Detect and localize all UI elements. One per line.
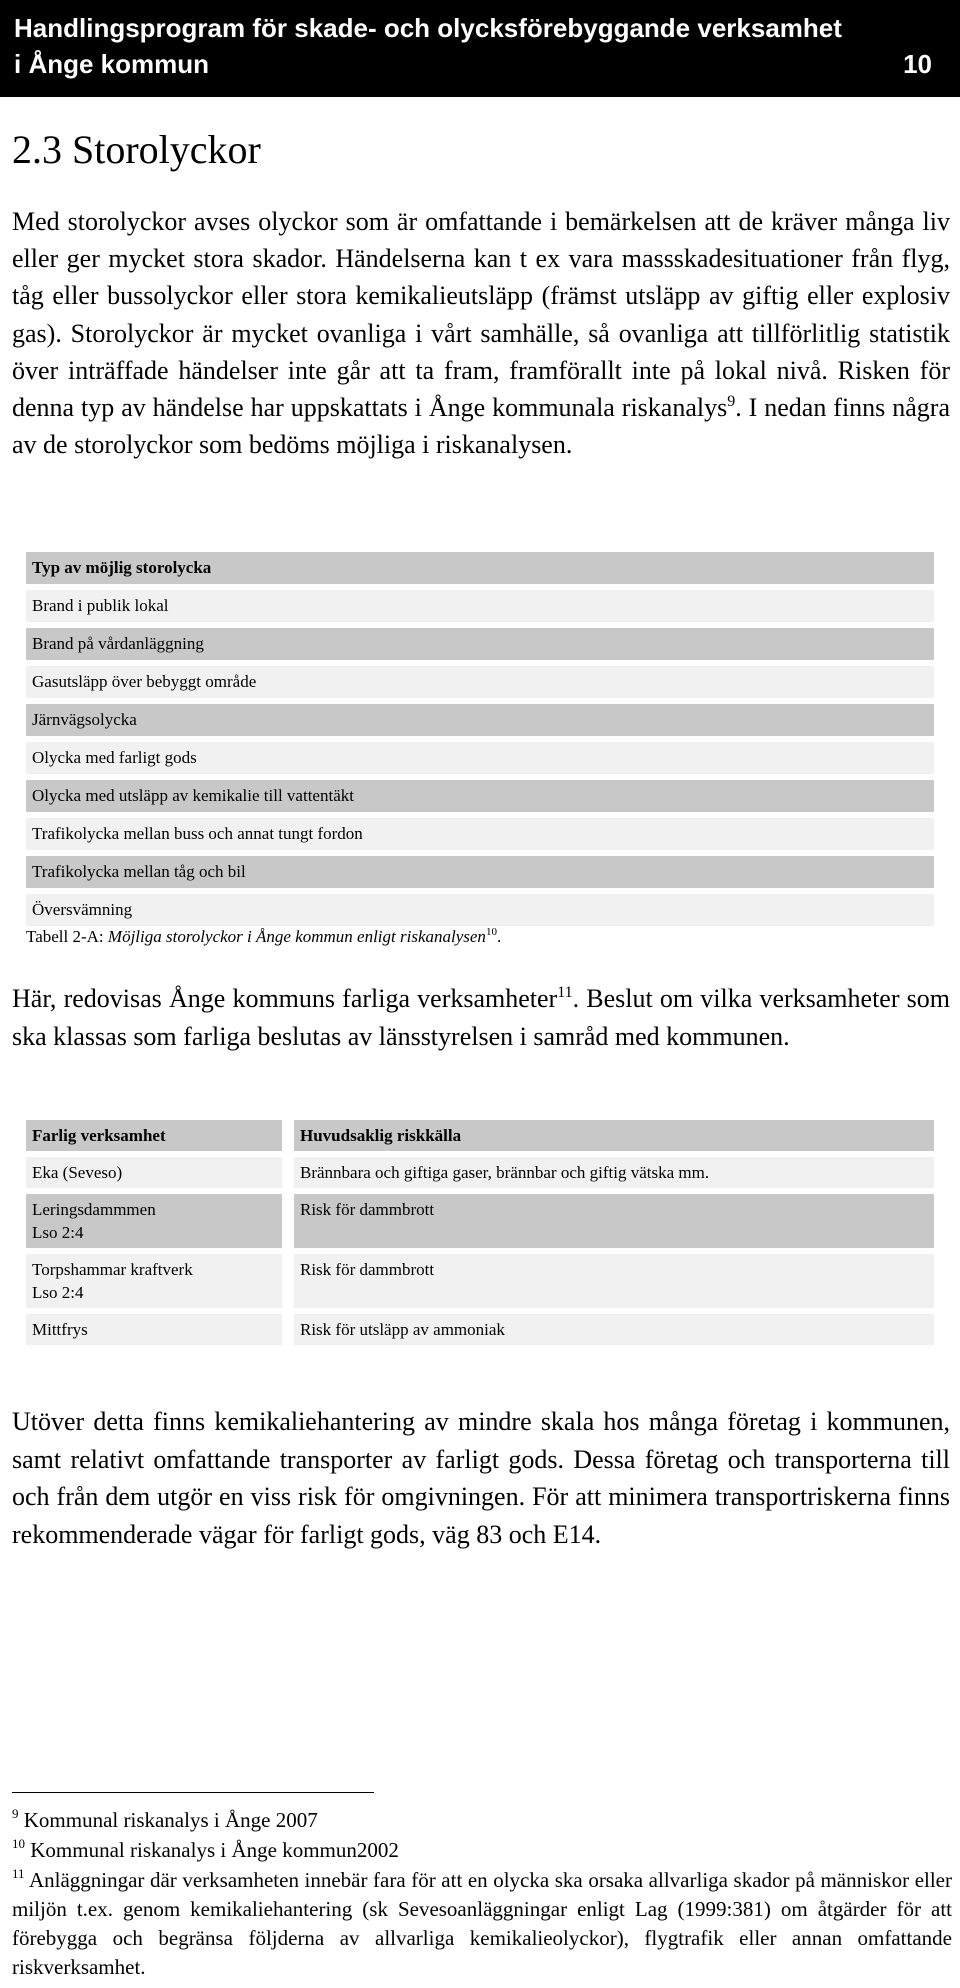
table-row	[26, 1194, 934, 1248]
footnote-text: Kommunal riskanalys i Ånge 2007	[23, 1808, 318, 1832]
table-row: Trafikolycka mellan buss och annat tungt fordon	[26, 818, 934, 850]
page-number: 10	[903, 49, 932, 79]
table-row	[26, 1157, 934, 1188]
table-row: Brand på vårdanläggning	[26, 628, 934, 660]
table-row: Brand i publik lokal	[26, 590, 934, 622]
verksamhet-cell	[26, 1194, 282, 1248]
header-title-line1: Handlingsprogram för skade- och olycksförebyggande verksamhet	[14, 13, 842, 43]
footnote-text: Kommunal riskanalys i Ånge kommun2002	[30, 1838, 399, 1862]
paragraph-kemikaliehantering: Utöver detta finns kemikaliehantering av mindre skala hos många företag i kommunen, samt relativt omfattande transporter av farligt gods. Dessa företag och transporterna till och från dem utgör en viss risk för omgivningen. För att minimera transportriskerna finns rekommenderade vägar för farligt gods, väg 83 och E14.	[12, 1407, 950, 1549]
table-row	[26, 1314, 934, 1345]
paragraph-intro-text-a: Med storolyckor avses olyckor som är omfattande i bemärkelsen att de kräver många liv eller ger mycket stora skador. Händelserna kan t ex vara massskadesituationer från flyg, tåg eller bussolyckor eller stora kemikalieutsläpp (främst utsläpp av giftig eller explosiv gas). Storolyckor är mycket ovanliga i vårt samhälle, så ovanliga att tillförlitlig statistik över inträffade händelser inte går att ta fram, framförallt inte på lokal nivå. Risken för denna typ av händelse har uppskattats i Ånge kommunala riskanalys	[12, 207, 950, 423]
risk-cell: Risk för dammbrott	[294, 1194, 934, 1248]
table-row: Olycka med utsläpp av kemikalie till vattentäkt	[26, 780, 934, 812]
footnote-divider	[12, 1792, 374, 1793]
footnote-text: Anläggningar där verksamheten innebär fara för att en olycka ska orsaka allvarliga skador på människor eller miljön t.ex. genom kemikaliehantering (sk Sevesoanläggningar enligt Lag (1999:381) om åtgärder för att förebygga och begränsa följderna av allvarliga kemikalieolyckor), flygtrafik eller annan omfattande riskverksamhet.	[12, 1868, 952, 1979]
caption-end: .	[496, 927, 502, 946]
page-header	[0, 0, 960, 97]
paragraph-farliga-text-b: . Beslut om vilka verksamheter som ska klassas som farliga beslutas av länsstyrelsen i samråd med kommunen.	[12, 984, 951, 1051]
verksamhet-sub: Lso 2:4	[32, 1283, 84, 1302]
risk-cell: Risk för utsläpp av ammoniak	[294, 1314, 934, 1345]
paragraph-intro	[12, 203, 950, 463]
table-row: Översvämning	[26, 894, 934, 926]
table-storolyckor	[26, 552, 934, 932]
caption-text: Möjliga storolyckor i Ånge kommun enligt riskanalysen	[107, 927, 486, 946]
verksamhet-name: Mittfrys	[32, 1320, 88, 1339]
footnote-9	[12, 1806, 952, 1835]
section-heading: 2.3 Storolyckor	[12, 127, 261, 172]
paragraph-intro-text-b: . I nedan finns några av de storolyckor som bedöms möjliga i riskanalysen.	[12, 393, 950, 460]
verksamhet-cell	[26, 1254, 282, 1308]
verksamhet-name: Eka (Seveso)	[32, 1163, 123, 1182]
footnote-ref-9[interactable]: 9	[727, 393, 736, 411]
paragraph-farliga-verksamheter	[12, 980, 950, 1056]
footnote-ref-11[interactable]: 11	[557, 984, 573, 1001]
footnote-number: 9	[12, 1806, 19, 1821]
header-title-line2: i Ånge kommun	[14, 49, 210, 79]
header-row2	[14, 46, 932, 82]
paragraph-farliga-text-a: Här, redovisas Ånge kommuns farliga verksamheter	[12, 984, 558, 1013]
footnote-10	[12, 1836, 952, 1865]
table-header: Typ av möjlig storolycka	[26, 552, 934, 584]
verksamhet-name: Torpshammar kraftverk	[32, 1260, 193, 1279]
table-caption	[26, 925, 501, 949]
caption-label: Tabell 2-A:	[26, 927, 108, 946]
footnote-number: 11	[12, 1866, 25, 1881]
footnote-ref-10[interactable]: 10	[485, 926, 497, 938]
table-farlig-verksamhet	[26, 1120, 934, 1351]
verksamhet-cell	[26, 1157, 282, 1188]
column-header-riskkalla: Huvudsaklig riskkälla	[294, 1120, 934, 1151]
verksamhet-sub: Lso 2:4	[32, 1223, 84, 1242]
table-row: Olycka med farligt gods	[26, 742, 934, 774]
verksamhet-name: Leringsdammmen	[32, 1200, 156, 1219]
footnote-11	[12, 1866, 952, 1982]
table-row	[26, 1254, 934, 1308]
table-header-row	[26, 1120, 934, 1151]
column-header-verksamhet: Farlig verksamhet	[26, 1120, 282, 1151]
verksamhet-cell	[26, 1314, 282, 1345]
table-row: Trafikolycka mellan tåg och bil	[26, 856, 934, 888]
risk-cell: Risk för dammbrott	[294, 1254, 934, 1308]
footnote-number: 10	[12, 1836, 25, 1851]
table-row: Gasutsläpp över bebyggt område	[26, 666, 934, 698]
table-row: Järnvägsolycka	[26, 704, 934, 736]
risk-cell: Brännbara och giftiga gaser, brännbar och giftig vätska mm.	[294, 1157, 934, 1188]
